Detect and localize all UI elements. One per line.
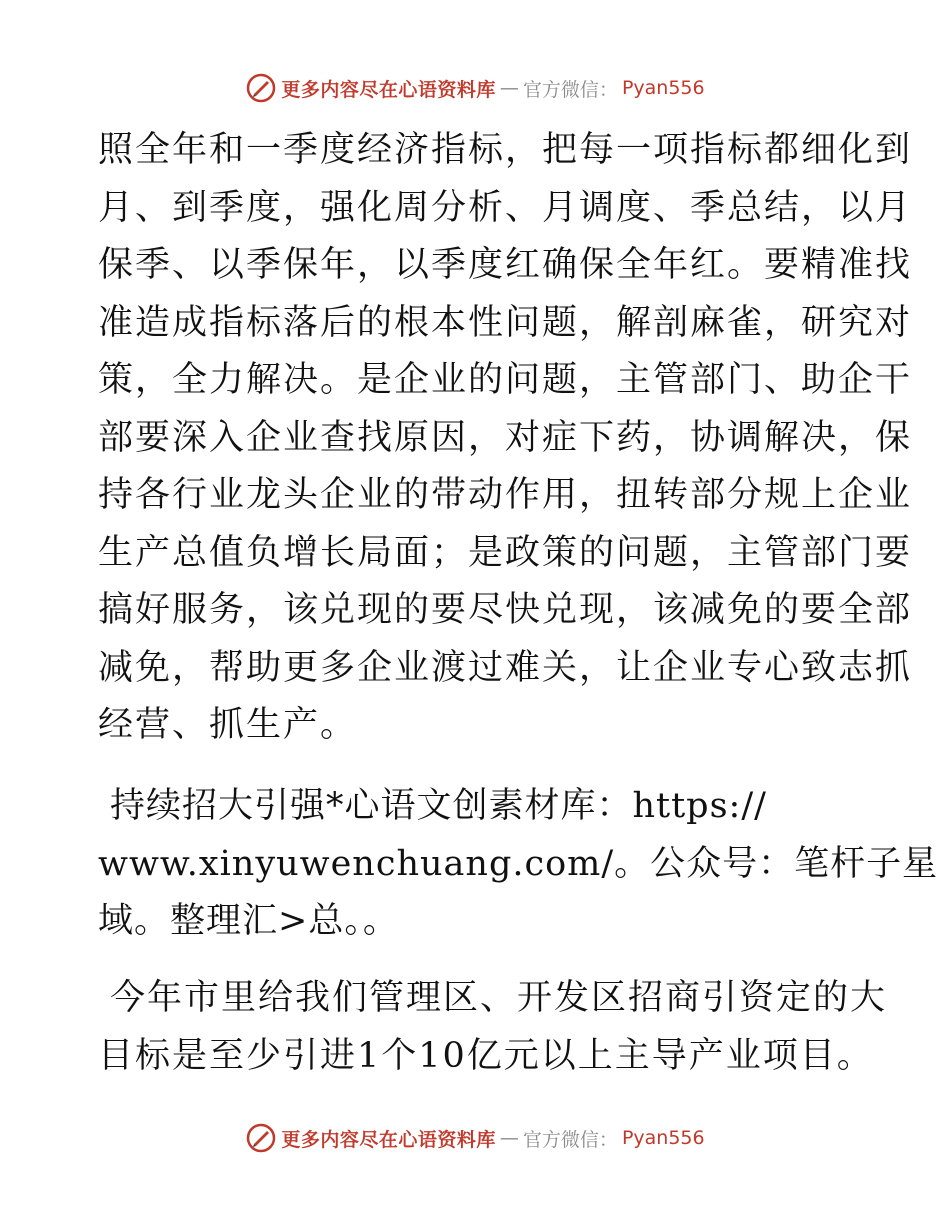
paragraph-line: 月、到季度，强化周分析、月调度、季总结，以月 (98, 187, 913, 228)
paragraph-line: 保季、以季保年，以季度红确保全年红。要精准找 (98, 245, 913, 285)
banner-wechat-id: Pyan556 (621, 1127, 705, 1149)
paragraph-line: 减免，帮助更多企业渡过难关，让企业专心致志抓 (98, 647, 913, 688)
paragraph-line: 经营、抓生产。 (98, 705, 358, 745)
paragraph-line: www.xinyuwenchuang.com/。公众号：笔杆子星 (98, 843, 939, 884)
banner-title: 更多内容尽在心语资料库 (281, 78, 496, 101)
banner-separator: — (499, 77, 519, 99)
paragraph-line: 照全年和一季度经济指标，把每一项指标都细化到 (98, 130, 913, 170)
paragraph-line: 准造成指标落后的根本性问题，解剖麻雀，研究对 (98, 302, 913, 343)
brand-logo-icon (245, 1122, 277, 1154)
paragraph-line: 生产总值负增长局面；是政策的问题，主管部门要 (98, 532, 913, 573)
banner-wechat-id: Pyan556 (621, 77, 705, 99)
paragraph-1 (98, 122, 913, 755)
paragraph-line: 域。整理汇>总。。 (98, 901, 399, 941)
paragraph-line: 目标是至少引进1个10亿元以上主导产业项目。 (98, 1035, 874, 1076)
brand-logo-icon (245, 72, 277, 104)
paragraph-line: 策，全力解决。是企业的问题，主管部门、助企干 (98, 360, 913, 400)
banner-title: 更多内容尽在心语资料库 (281, 1128, 496, 1151)
paragraph-line: 搞好服务，该兑现的要尽快兑现，该减免的要全部 (98, 590, 913, 630)
paragraph-2 (98, 778, 939, 951)
banner-wechat-label: 官方微信： (522, 78, 618, 101)
paragraph-line: 今年市里给我们管理区、开发区招商引资定的大 (110, 978, 888, 1018)
footer-banner (0, 1122, 950, 1154)
paragraph-line: 持各行业龙头企业的带动作用，扭转部分规上企业 (98, 475, 913, 515)
header-banner (0, 72, 950, 104)
paragraph-line: 持续招大引强*心语文创素材库：https:// (110, 786, 767, 826)
paragraph-line: 部要深入企业查找原因，对症下药，协调解决，保 (98, 417, 913, 458)
paragraph-3 (98, 970, 888, 1085)
banner-separator: — (499, 1127, 519, 1149)
banner-wechat-label: 官方微信： (522, 1128, 618, 1151)
